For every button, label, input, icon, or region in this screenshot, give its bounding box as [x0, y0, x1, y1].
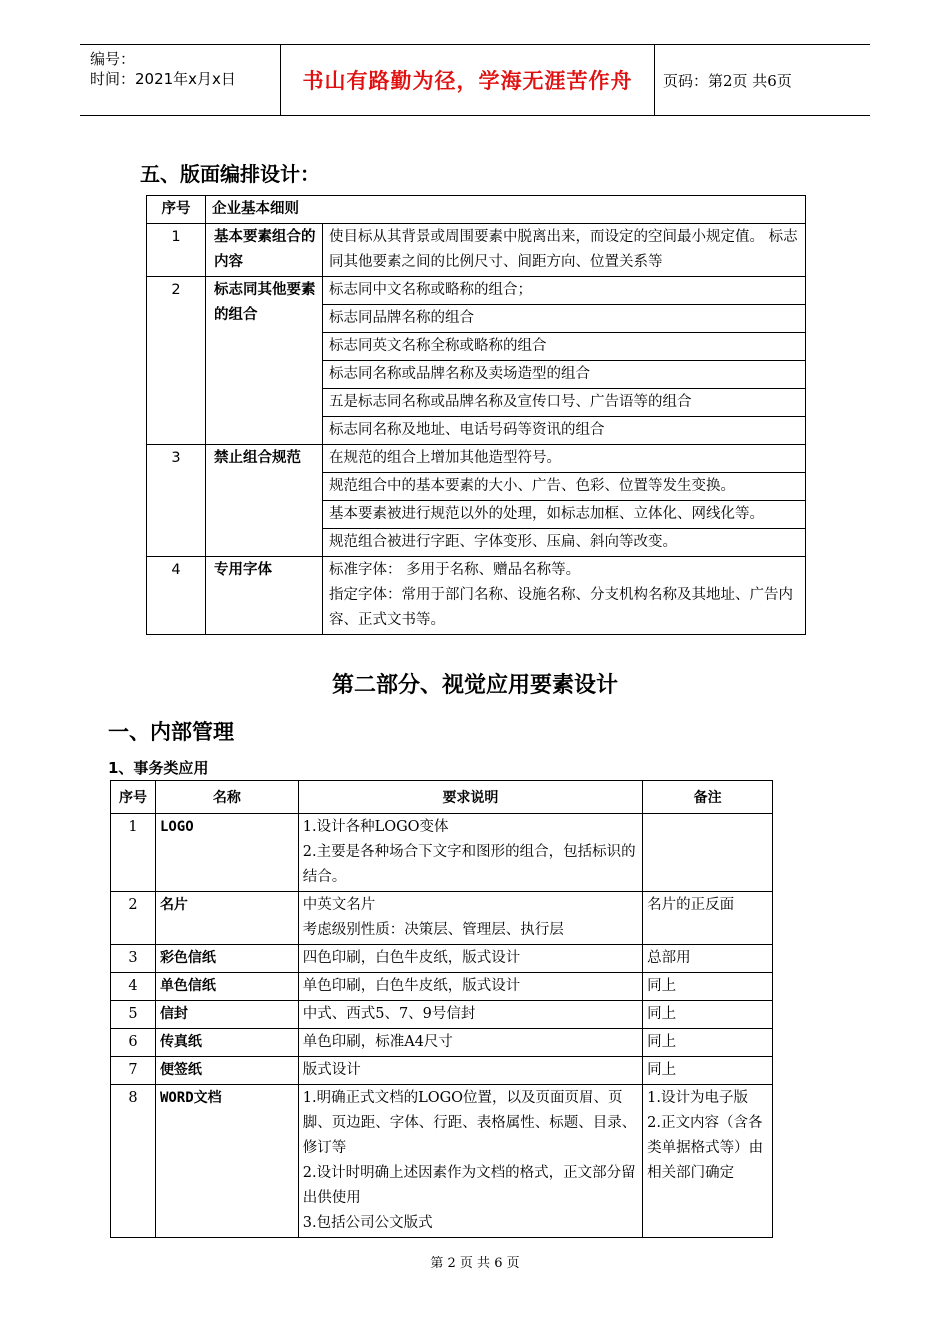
table-row [111, 892, 773, 945]
col-header-name: 名称 [155, 781, 298, 814]
row-note: 同上 [643, 1057, 773, 1085]
section1-title: 一、内部管理 [108, 720, 234, 744]
row-note: 名片的正反面 [643, 892, 773, 945]
number-label: 编号： [90, 50, 136, 68]
row-name: 单色信纸 [155, 973, 298, 1001]
table-row [111, 814, 773, 892]
header-motto: 书山有路勤为径，学海无涯苦作舟 [281, 45, 655, 115]
table-row [147, 224, 806, 277]
row-number: 4 [147, 557, 206, 635]
row-requirement: 四色印刷，白色牛皮纸，版式设计 [298, 945, 642, 973]
page-footer: 第 2 页 共 6 页 [430, 1256, 520, 1271]
row-detail: 规范组合中的基本要素的大小、广告、色彩、位置等发生变换。 [323, 473, 806, 501]
header-meta [80, 45, 281, 115]
row-detail: 标准字体： 多用于名称、赠品名称等。 指定字体：常用于部门名称、设施名称、分支机构名称及其地址、广告内容、正式文书等。 [323, 557, 806, 635]
row-detail: 标志同英文名称全称或略称的组合 [323, 333, 806, 361]
row-number: 1 [147, 224, 206, 277]
row-name: 便签纸 [155, 1057, 298, 1085]
layout-design-table [146, 195, 806, 635]
row-requirement: 1.设计各种LOGO变体 2.主要是各种场合下文字和图形的组合，包括标识的结合。 [298, 814, 642, 892]
row-requirement: 版式设计 [298, 1057, 642, 1085]
table-header-row [111, 781, 773, 814]
table-row [111, 1057, 773, 1085]
table-row [111, 1085, 773, 1238]
row-number: 8 [111, 1085, 156, 1238]
row-detail: 标志同名称及地址、电话号码等资讯的组合 [323, 417, 806, 445]
col-header-note: 备注 [643, 781, 773, 814]
row-requirement: 1.明确正式文档的LOGO位置，以及页面页眉、页脚、页边距、字体、行距、表格属性、标题、目录、修订等 2.设计时明确上述因素作为文档的格式，正文部分留出供使用 3.包括公司公文版式 [298, 1085, 642, 1238]
row-detail: 在规范的组合上增加其他造型符号。 [323, 445, 806, 473]
row-number: 3 [111, 945, 156, 973]
part2-title: 第二部分、视觉应用要素设计 [331, 673, 618, 698]
row-detail: 标志同中文名称或略称的组合； [323, 277, 806, 305]
row-note: 总部用 [643, 945, 773, 973]
row-number: 1 [111, 814, 156, 892]
row-requirement: 中式、西式5、7、9号信封 [298, 1001, 642, 1029]
row-name: 信封 [155, 1001, 298, 1029]
row-name: 名片 [155, 892, 298, 945]
row-number: 6 [111, 1029, 156, 1057]
row-detail: 使目标从其背景或周围要素中脱离出来，而设定的空间最小规定值。 标志同其他要素之间的比例尺寸、间距方向、位置关系等 [323, 224, 806, 277]
row-name: 彩色信纸 [155, 945, 298, 973]
row-detail: 五是标志同名称或品牌名称及宣传口号、广告语等的组合 [323, 389, 806, 417]
table-row [147, 445, 806, 473]
row-requirement: 中英文名片 考虑级别性质：决策层、管理层、执行层 [298, 892, 642, 945]
row-note: 同上 [643, 1001, 773, 1029]
row-number: 5 [111, 1001, 156, 1029]
row-detail: 基本要素被进行规范以外的处理，如标志加框、立体化、网线化等。 [323, 501, 806, 529]
row-note [643, 814, 773, 892]
row-number: 7 [111, 1057, 156, 1085]
header-page-label: 页码：第2页 共6页 [663, 71, 792, 90]
row-note: 1.设计为电子版 2.正文内容（含各类单据格式等）由相关部门确定 [643, 1085, 773, 1238]
col-num-header: 序号 [147, 196, 206, 224]
row-note: 同上 [643, 973, 773, 1001]
row-detail: 规范组合被进行字距、字体变形、压扁、斜向等改变。 [323, 529, 806, 557]
row-number: 3 [147, 445, 206, 557]
section5-title: 五、版面编排设计： [140, 162, 320, 186]
page-header [80, 44, 870, 116]
table-row [147, 277, 806, 305]
row-number: 4 [111, 973, 156, 1001]
row-detail: 标志同名称或品牌名称及卖场造型的组合 [323, 361, 806, 389]
row-name: 基本要素组合的内容 [206, 224, 323, 277]
table-row [111, 945, 773, 973]
table-header-row [147, 196, 806, 224]
table-row [111, 1029, 773, 1057]
row-name: 专用字体 [206, 557, 323, 635]
time-label: 时间：2021年x月x日 [90, 70, 236, 88]
row-number: 2 [147, 277, 206, 445]
table-row [147, 557, 806, 635]
table-row [111, 1001, 773, 1029]
row-name: 禁止组合规范 [206, 445, 323, 557]
row-name: WORD文档 [155, 1085, 298, 1238]
row-requirement: 单色印刷，白色牛皮纸，版式设计 [298, 973, 642, 1001]
row-name: 标志同其他要素的组合 [206, 277, 323, 445]
table-row [111, 973, 773, 1001]
row-requirement: 单色印刷，标准A4尺寸 [298, 1029, 642, 1057]
row-name: LOGO [155, 814, 298, 892]
col-name-header: 企业基本细则 [206, 196, 806, 224]
col-header-num: 序号 [111, 781, 156, 814]
row-detail: 标志同品牌名称的组合 [323, 305, 806, 333]
office-items-table [110, 780, 773, 1238]
row-name: 传真纸 [155, 1029, 298, 1057]
row-note: 同上 [643, 1029, 773, 1057]
section1-subtitle: 1、事务类应用 [108, 759, 209, 777]
col-header-req: 要求说明 [298, 781, 642, 814]
row-number: 2 [111, 892, 156, 945]
